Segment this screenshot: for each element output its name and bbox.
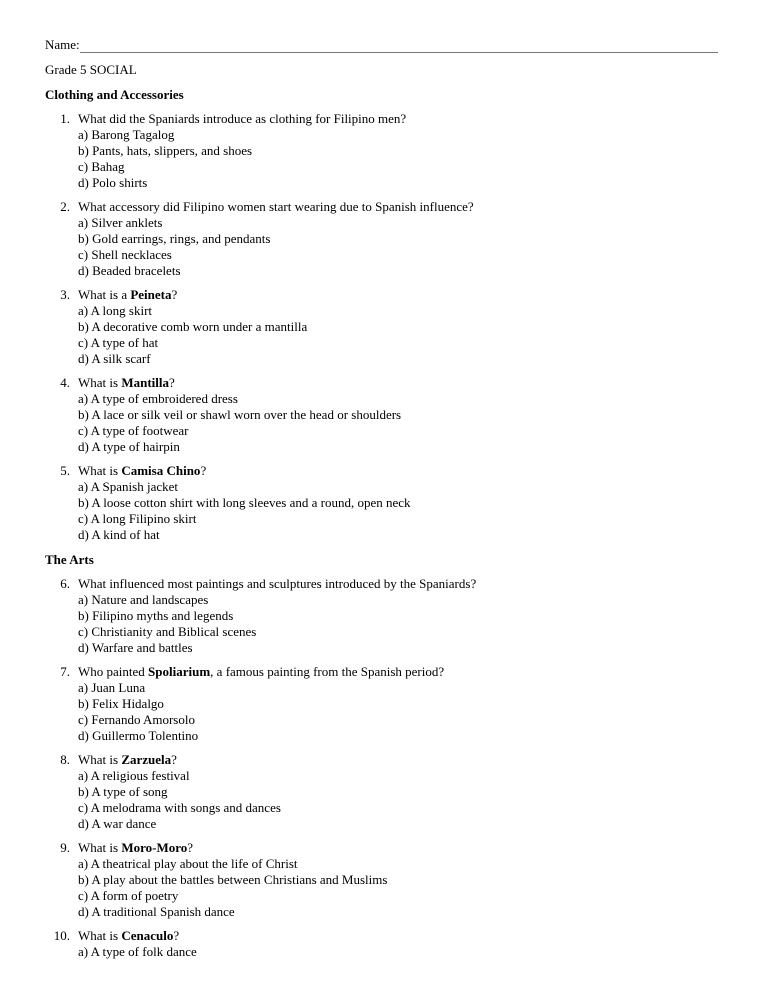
question-line [45,752,718,768]
section-the-arts [45,552,718,960]
question-line [45,664,718,680]
question-text [70,840,193,856]
question [45,287,718,367]
question-text-prefix: What is [78,463,122,478]
option: a) A long skirt [78,303,153,318]
section-clothing-and-accessories [45,87,718,543]
option: a) Barong Tagalog [78,127,175,142]
option: c) A type of footwear [78,423,189,438]
option: d) A war dance [78,816,157,831]
option-list [78,479,718,543]
option: a) A type of embroidered dress [78,391,238,406]
option-list [78,944,718,960]
question-text-prefix: What did the Spaniards introduce as clothing for Filipino men? [78,111,407,126]
question-text-suffix: ? [173,928,180,943]
option: d) A kind of hat [78,527,160,542]
question-text [70,199,474,215]
option: b) A play about the battles between Christians and Muslims [78,872,388,887]
question-text-prefix: What accessory did Filipino women start wearing due to Spanish influence? [78,199,474,214]
question-term-bold: Mantilla [121,375,169,390]
option: a) A theatrical play about the life of Christ [78,856,298,871]
option-list [78,391,718,455]
question-number: 3. [60,287,70,302]
option-list [78,680,718,744]
question-line [45,375,718,391]
question-line [45,463,718,479]
question-text [70,463,206,479]
question-term-bold: Moro-Moro [121,840,188,855]
option: a) Silver anklets [78,215,163,230]
question-text [70,375,175,391]
question-list [45,576,718,960]
option-list [78,127,718,191]
question-text-prefix: What is [78,840,122,855]
question-number: 6. [60,576,70,591]
question-line [45,928,718,944]
option: b) A loose cotton shirt with long sleeves and a round, open neck [78,495,411,510]
option-list [78,856,718,920]
question-text [70,928,179,944]
question [45,840,718,920]
option: c) A form of poetry [78,888,179,903]
option: b) A decorative comb worn under a mantilla [78,319,308,334]
question-term-bold: Zarzuela [121,752,172,767]
option: d) Beaded bracelets [78,263,181,278]
question-text-suffix: ? [200,463,207,478]
option-list [78,303,718,367]
question-text-suffix: ? [171,287,178,302]
question-number: 4. [60,375,70,390]
option-list [78,768,718,832]
question-list [45,111,718,543]
option-list [78,215,718,279]
question-text-suffix: ? [169,375,175,390]
question-term-bold: Peineta [130,287,172,302]
question-line [45,840,718,856]
name-row [45,37,718,53]
question-text [70,664,444,680]
name-blank-line [80,37,718,53]
question-number: 2. [60,199,70,214]
question-term-bold: Spoliarium [148,664,211,679]
question-text-prefix: What is a [78,287,131,302]
option: c) A melodrama with songs and dances [78,800,281,815]
question [45,463,718,543]
question-text-prefix: What influenced most paintings and sculptures introduced by the Spaniards? [78,576,477,591]
option: a) A religious festival [78,768,190,783]
question-text [70,752,177,768]
question-text-suffix: ? [187,840,194,855]
option: c) A type of hat [78,335,159,350]
question-term-bold: Cenaculo [121,928,174,943]
option: d) A silk scarf [78,351,151,366]
option: d) A traditional Spanish dance [78,904,235,919]
question [45,664,718,744]
option: c) Christianity and Biblical scenes [78,624,257,639]
option: a) A type of folk dance [78,944,197,959]
question-text-prefix: What is [78,752,122,767]
option-list [78,592,718,656]
option: b) Gold earrings, rings, and pendants [78,231,271,246]
question-line [45,199,718,215]
option: d) Guillermo Tolentino [78,728,199,743]
question-text [70,576,476,592]
question-number: 5. [60,463,70,478]
question [45,199,718,279]
question-text-prefix: Who painted [78,664,149,679]
question [45,375,718,455]
question-line [45,287,718,303]
question-text-prefix: What is [78,928,122,943]
question-text-prefix: What is [78,375,122,390]
question [45,752,718,832]
option: d) Warfare and battles [78,640,193,655]
option: c) A long Filipino skirt [78,511,197,526]
option: a) A Spanish jacket [78,479,179,494]
option: b) A lace or silk veil or shawl worn over the head or shoulders [78,407,402,422]
option: d) Polo shirts [78,175,148,190]
option: b) A type of song [78,784,168,799]
option: b) Filipino myths and legends [78,608,234,623]
question [45,576,718,656]
question-number: 1. [60,111,70,126]
question-number: 8. [60,752,70,767]
question [45,928,718,960]
question-text [70,111,406,127]
question-text [70,287,177,303]
section-heading: The Arts [45,552,94,567]
section-heading: Clothing and Accessories [45,87,184,102]
question-number: 9. [60,840,70,855]
question-number: 10. [53,928,70,943]
question-number: 7. [60,664,70,679]
option: b) Pants, hats, slippers, and shoes [78,143,253,158]
option: c) Shell necklaces [78,247,172,262]
question-text-suffix: , a famous painting from the Spanish period? [210,664,445,679]
question-term-bold: Camisa Chino [121,463,201,478]
option: c) Bahag [78,159,125,174]
question-line [45,576,718,592]
option: a) Nature and landscapes [78,592,209,607]
name-label: Name: [45,37,80,52]
question-text-suffix: ? [171,752,177,767]
option: c) Fernando Amorsolo [78,712,195,727]
grade-line: Grade 5 SOCIAL [45,62,137,77]
question [45,111,718,191]
option: a) Juan Luna [78,680,146,695]
option: d) A type of hairpin [78,439,180,454]
option: b) Felix Hidalgo [78,696,164,711]
question-line [45,111,718,127]
